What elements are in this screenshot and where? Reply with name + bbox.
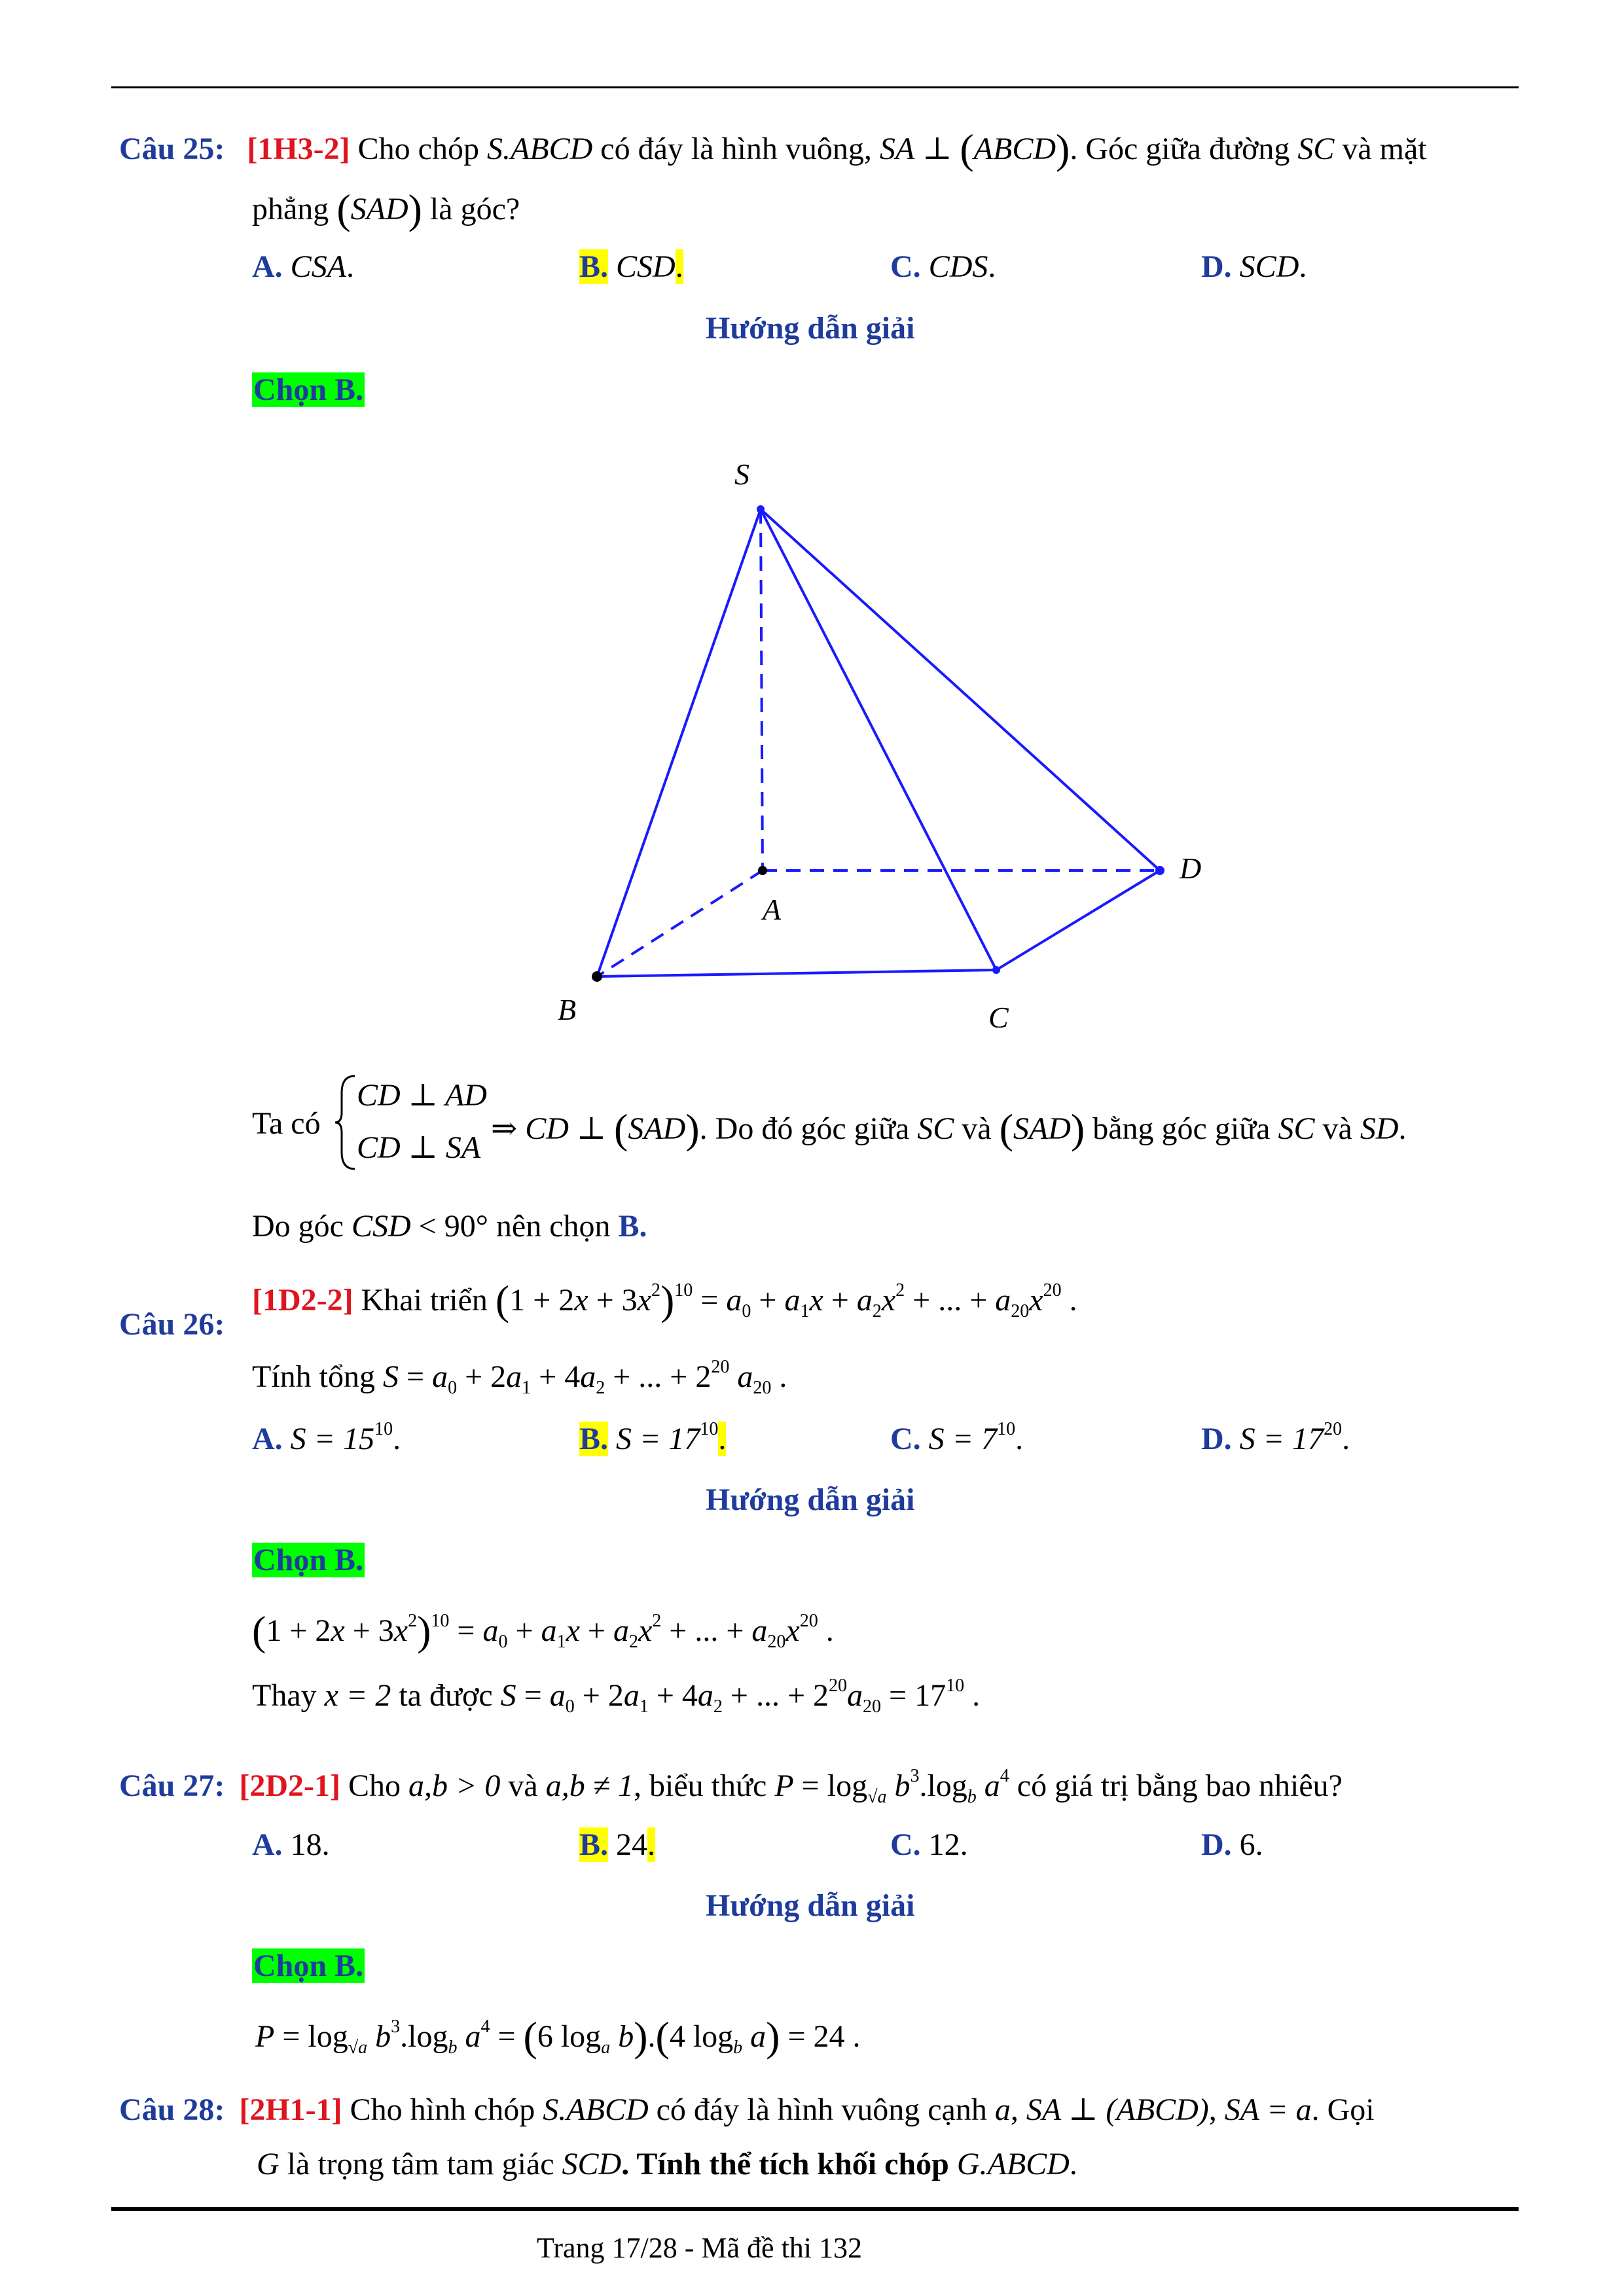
edge-ab <box>597 870 763 977</box>
q26-substitution: Thay x = 2 ta được $S = a_0 + 2a_1 + 4a_2$ + ... + $2^{20}a_{20} = 17^{10}$ . <box>252 1676 981 1717</box>
q27-choice: Chọn B. <box>253 1948 364 1983</box>
q27-option-c: C. 12. <box>890 1827 968 1862</box>
label-b: B <box>558 993 577 1026</box>
edge-sb <box>597 509 761 977</box>
edge-sa <box>761 509 763 870</box>
edge-sd <box>761 509 1160 870</box>
label-d: D <box>1180 852 1202 885</box>
q27-solution-formula: $P = \log_{√a} b^3.\log_b$ $a^4 = (6$ $\log_a b).(4$ $\log_b a) = 24$ . <box>255 2013 861 2060</box>
question-number: Câu 25: <box>119 132 225 166</box>
label-a: A <box>763 893 782 926</box>
q26-option-b: B. $S = 17^{10}$. <box>579 1419 727 1456</box>
question-26-line1: [1D2-2] Khai triển $(1 + 2x + 3x^2)^{10} = a_0 + a_1x + a_2x^2$ + ... + $a_{20}x^{20}$ . <box>252 1277 1077 1323</box>
curly-brace <box>334 1073 360 1172</box>
edge-bc <box>597 970 996 977</box>
q26-solution-title: Hướng dẫn giải <box>706 1482 915 1517</box>
q25-system-intro: Ta có <box>252 1106 321 1141</box>
pyramid-figure <box>537 452 1231 1028</box>
q27-option-a: A. 18. <box>252 1827 330 1862</box>
edge-sc <box>761 509 996 970</box>
q26-option-c: C. $S = 7^{10}$. <box>890 1419 1024 1456</box>
q26-choice: Chọn B. <box>253 1543 364 1577</box>
top-rule <box>111 86 1519 88</box>
label-s: S <box>734 457 749 491</box>
question-number: Câu 26: <box>119 1307 225 1342</box>
question-28-line2: G là trọng tâm tam giác SCD. Tính thể tích khối chóp G.ABCD. <box>257 2147 1077 2181</box>
q25-conclusion: Do góc CSD < 90° nên chọn B. <box>252 1209 647 1244</box>
q26-option-a: A. $S = 15^{10}$. <box>252 1419 401 1456</box>
q27-option-d: D. 6. <box>1201 1827 1263 1862</box>
question-25-line1: Câu 25: [1H3-2] Cho chóp S.ABCD có đáy là hình vuông, SA ⊥ (ABCD). Góc giữa đường SC và mặt <box>119 126 1427 172</box>
q25-system-result: ⇒ CD ⊥ (SAD). Do đó góc giữa SC và (SAD) bằng góc giữa SC và SD. <box>491 1105 1407 1152</box>
system-line-1: CD ⊥ AD <box>357 1078 487 1113</box>
page-footer: Trang 17/28 - Mã đề thi 132 <box>537 2232 863 2264</box>
q25-option-d: D. SCD. <box>1201 249 1307 284</box>
edge-cd <box>996 870 1160 970</box>
q26-expansion: $(1 + 2x + 3x^2)^{10} = a_0 + a_1x + a_2x^2$ + ... + $a_{20}x^{20}$ . <box>252 1607 834 1654</box>
footer-rule <box>111 2207 1519 2211</box>
q26-option-d: D. $S = 17^{20}$. <box>1201 1419 1350 1456</box>
question-25-line2: phẳng (SAD) là góc? <box>252 186 520 232</box>
question-28-line1: Câu 28: [2H1-1] Cho hình chóp S.ABCD có đáy là hình vuông cạnh a, SA ⊥ (ABCD), SA = a. Gọi <box>119 2092 1375 2127</box>
label-c: C <box>988 1001 1009 1028</box>
q25-solution-title: Hướng dẫn giải <box>706 311 915 346</box>
question-27-line1: Câu 27: [2D2-1] Cho a,b > 0 và a,b ≠ 1, biểu thức $P = \log_{√a} b^3.\log_b$ $a^4$ có giá trị bằng bao nhiêu? <box>119 1766 1343 1807</box>
system-line-2: CD ⊥ SA <box>357 1130 481 1165</box>
question-26-line2: Tính tổng $S = a_0 + 2a_1 + 4a_2$ + ... + $2^{20}$ $a_{20}$ . <box>252 1357 787 1398</box>
q27-option-b: B. 24. <box>579 1827 656 1862</box>
q25-option-b: B. CSD. <box>579 249 683 284</box>
question-tag: [1H3-2] <box>247 132 350 166</box>
q25-choice: Chọn B. <box>253 372 364 407</box>
q25-option-c: C. CDS. <box>890 249 996 284</box>
q27-solution-title: Hướng dẫn giải <box>706 1888 915 1923</box>
q25-option-a: A. CSA. <box>252 249 355 284</box>
